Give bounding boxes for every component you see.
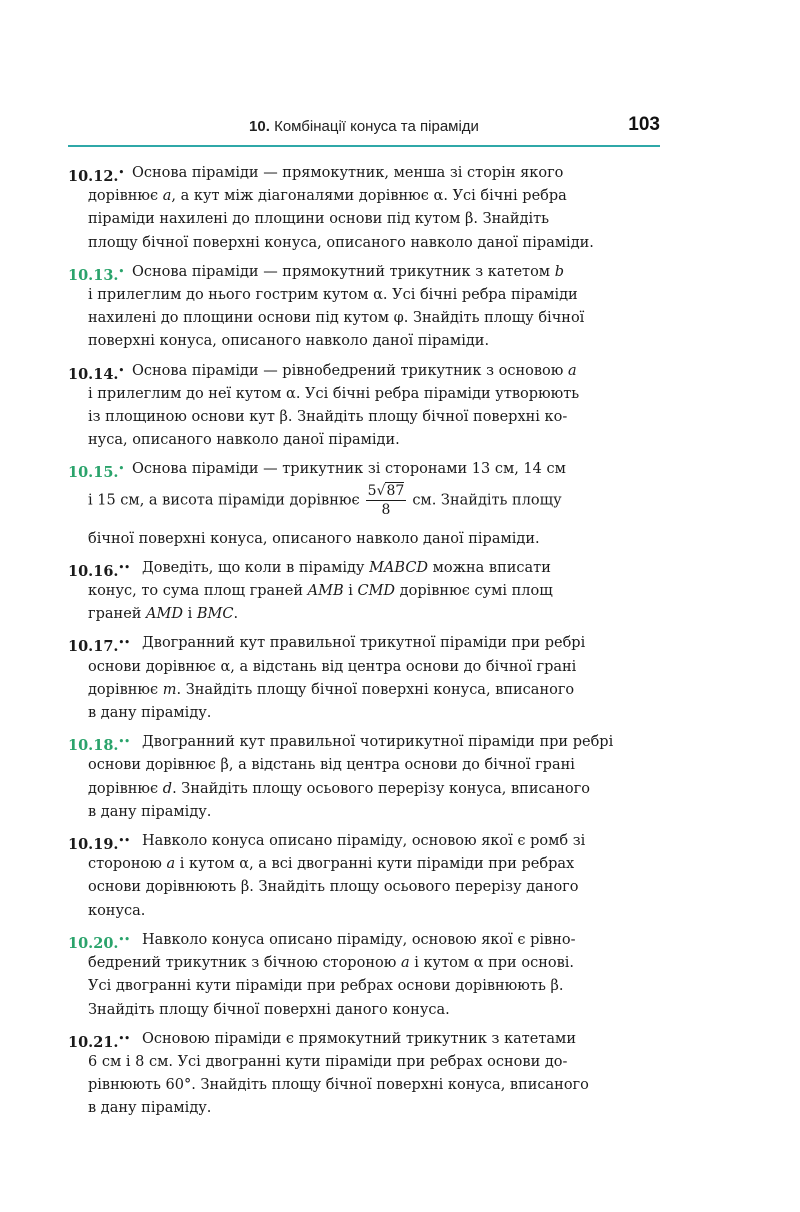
problem-text-line: Навколо конуса описано піраміду, основою якої є ромб зі (142, 833, 586, 850)
problem-text-line: дорівнює d. Знайдіть площу осьового перерізу конуса, вписаного (88, 780, 590, 797)
difficulty-mark: •• (118, 638, 130, 649)
numerator-radicand: 87 (386, 482, 405, 499)
difficulty-mark: •• (118, 934, 130, 945)
problem-list (68, 162, 662, 1127)
problem-text-line: поверхні конуса, описаного навколо даної піраміди. (88, 333, 490, 350)
running-header (68, 114, 660, 144)
problem-number: 10.13.• (68, 266, 125, 284)
problem-text-line: і прилеглим до нього гострим кутом α. Усі бічні ребра піраміди (88, 287, 578, 304)
problem-text-line: конуса. (88, 902, 146, 919)
problem-text-line: Двогранний кут правильної чотирикутної піраміди при ребрі (142, 734, 614, 751)
difficulty-mark: • (118, 168, 125, 178)
problem-text-line: нуса, описаного навколо даної піраміди. (88, 432, 400, 449)
problem-text-line: нахилені до площини основи під кутом φ. Знайдіть площу бічної (88, 310, 585, 327)
problem-text-line-with-fraction (88, 482, 662, 528)
problem-text-line: основи дорівнюють β. Знайдіть площу осьового перерізу даного (88, 879, 579, 896)
text-before-fraction: і 15 см, а висота піраміди дорівнює (88, 492, 360, 509)
problem-text-line: бедрений трикутник з бічною стороною a і кутом α при основі. (88, 955, 574, 972)
chapter-name: Комбінації конуса та піраміди (274, 118, 479, 135)
problem-text-line: дорівнює m. Знайдіть площу бічної поверхні конуса, вписаного (88, 681, 575, 698)
height-fraction (366, 482, 407, 519)
text-after-fraction: см. Знайдіть площу (412, 492, 562, 509)
problem-text-line: Усі двогранні кути піраміди при ребрах основи дорівнюють β. (88, 978, 564, 995)
problem-item (68, 162, 662, 255)
problem-text-line: в дану піраміду. (88, 803, 212, 820)
problem-text-line: бічної поверхні конуса, описаного навколо даної піраміди. (88, 530, 540, 547)
problem-item (68, 929, 662, 1022)
problem-text-line: Знайдіть площу бічної поверхні даного конуса. (88, 1001, 450, 1018)
problem-item (68, 632, 662, 725)
fraction-denominator: 8 (381, 501, 391, 518)
difficulty-mark: • (118, 464, 125, 475)
problem-item (68, 731, 662, 824)
problem-text-line: піраміди нахилені до площини основи під кутом β. Знайдіть (88, 211, 550, 228)
problem-text-line: Навколо конуса описано піраміду, основою якої є рівно- (142, 931, 576, 948)
problem-text-line: Основою піраміди є прямокутний трикутник з катетами (142, 1030, 576, 1047)
problem-number: 10.14.• (68, 365, 125, 383)
problem-text-line: Доведіть, що коли в піраміду MABCD можна вписати (142, 559, 551, 576)
problem-text-line: Основа піраміди — рівнобедрений трикутник з основою a (132, 362, 577, 379)
problem-text-line: конус, то сума площ граней AMB і CMD дорівнює сумі площ (88, 583, 553, 600)
difficulty-mark: • (118, 266, 125, 277)
problem-item (68, 830, 662, 923)
problem-number: 10.21.•• (68, 1033, 130, 1051)
problem-number: 10.18.•• (68, 737, 130, 755)
problem-number: 10.17.•• (68, 638, 130, 656)
problem-text-line: Основа піраміди — прямокутний трикутник з катетом b (132, 263, 564, 280)
problem-number: 10.19.•• (68, 835, 130, 853)
problem-text-line: площу бічної поверхні конуса, описаного навколо даної піраміди. (88, 234, 594, 251)
header-divider (68, 145, 660, 147)
problem-text-line: Основа піраміди — трикутник зі сторонами 13 см, 14 см (132, 461, 566, 478)
problem-text-line: основи дорівнює α, а відстань від центра основи до бічної грані (88, 658, 577, 675)
problem-item (68, 261, 662, 354)
problem-item (68, 1028, 662, 1121)
chapter-number: 10. (249, 118, 270, 135)
problem-text-line: граней AMD і BMC. (88, 606, 239, 623)
difficulty-mark: •• (118, 562, 130, 573)
numerator-coefficient: 5 (367, 482, 377, 499)
problem-number: 10.16.•• (68, 562, 130, 580)
problem-item (68, 458, 662, 550)
problem-text-line: Основа піраміди — прямокутник, менша зі сторін якого (132, 165, 564, 181)
problem-text-line: дорівнює a, а кут між діагоналями дорівнює α. Усі бічні ребра (88, 188, 567, 205)
problem-text-line: 6 см і 8 см. Усі двогранні кути піраміди при ребрах основи до- (88, 1053, 568, 1070)
difficulty-mark: •• (118, 1033, 130, 1044)
page-number: 103 (628, 114, 660, 135)
difficulty-mark: •• (118, 836, 130, 847)
fraction-numerator: 5√87 (367, 482, 405, 499)
problem-text-line: рівнюють 60°. Знайдіть площу бічної поверхні конуса, вписаного (88, 1077, 589, 1094)
problem-number: 10.12.• (68, 167, 125, 185)
problem-number: 10.15.• (68, 464, 125, 482)
problem-item (68, 360, 662, 453)
difficulty-mark: •• (118, 737, 130, 748)
problem-text-line: Двогранний кут правильної трикутної піраміди при ребрі (142, 635, 586, 652)
problem-text-line: в дану піраміду. (88, 705, 212, 722)
problem-text-line: в дану піраміду. (88, 1100, 212, 1117)
problem-item (68, 557, 662, 627)
problem-text-line: основи дорівнює β, а відстань від центра основи до бічної грані (88, 757, 575, 774)
difficulty-mark: • (118, 365, 125, 376)
problem-text-line: стороною a і кутом α, а всі двогранні кути піраміди при ребрах (88, 856, 575, 873)
problem-number: 10.20.•• (68, 934, 130, 952)
chapter-title (68, 118, 660, 135)
problem-text-line: і прилеглим до неї кутом α. Усі бічні ребра піраміди утворюють (88, 385, 580, 402)
problem-text-line: із площиною основи кут β. Знайдіть площу бічної поверхні ко- (88, 409, 568, 426)
